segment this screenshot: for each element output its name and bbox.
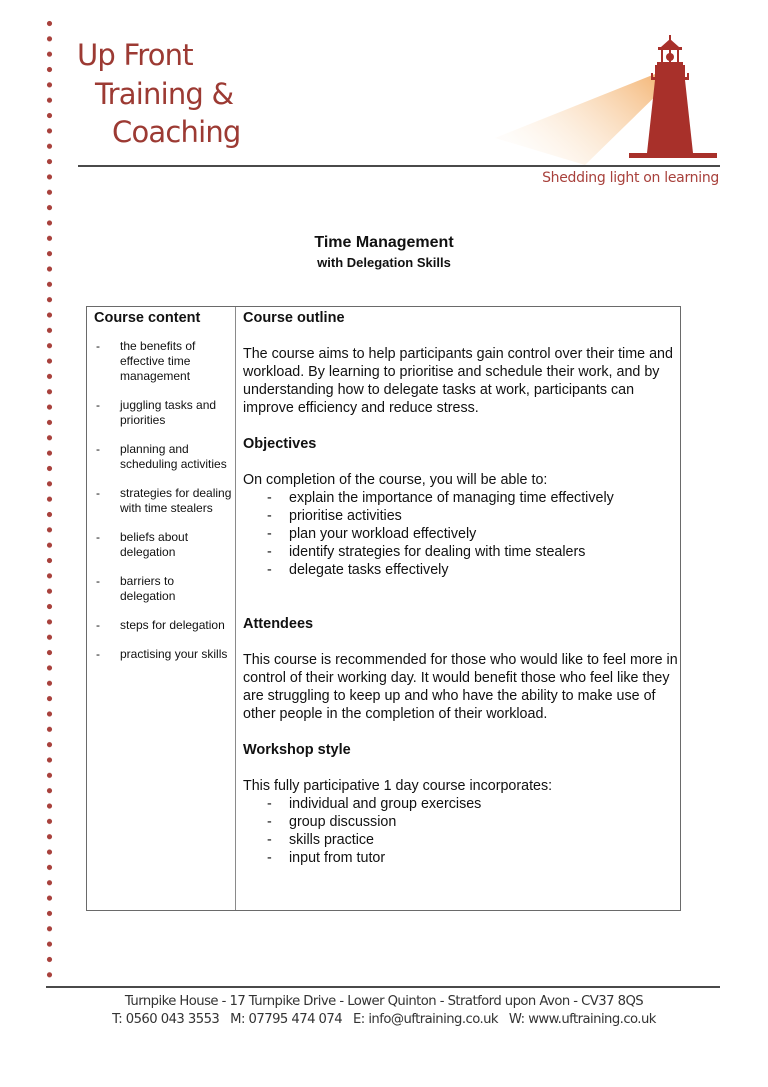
workshop-list bbox=[243, 795, 678, 867]
list-item: - input from tutor bbox=[267, 850, 386, 866]
list-item: - individual and group exercises bbox=[267, 796, 482, 812]
footer-divider bbox=[46, 986, 720, 988]
list-item: - steps for delegation bbox=[96, 618, 225, 632]
course-content-heading: Course content bbox=[94, 310, 201, 326]
list-item: - prioritise activities bbox=[267, 508, 402, 524]
tagline: Shedding light on learning bbox=[542, 170, 719, 186]
header-divider bbox=[78, 165, 720, 167]
course-content-column bbox=[94, 309, 232, 676]
objectives-list bbox=[243, 489, 678, 579]
list-item: - strategies for dealing with time stealers bbox=[96, 486, 232, 515]
list-item: - barriers to delegation bbox=[96, 574, 176, 603]
brand-name-line-1: Up Front bbox=[77, 38, 193, 72]
objectives-heading: Objectives bbox=[243, 436, 317, 452]
document-title: Time Management bbox=[314, 234, 454, 251]
lighthouse-icon bbox=[625, 35, 720, 160]
course-outline-body: The course aims to help participants gain control over their time and workload. By learning to prioritise and schedule their work, and by understanding how to delegate tasks at work, participants can improve efficiency and reduce stress. bbox=[243, 346, 673, 416]
list-item: - juggling tasks and priorities bbox=[96, 398, 217, 427]
list-item: - practising your skills bbox=[96, 647, 228, 661]
decorative-dotted-border bbox=[46, 20, 53, 982]
list-item: - delegate tasks effectively bbox=[267, 562, 449, 578]
column-divider bbox=[235, 307, 236, 910]
attendees-body: This course is recommended for those who would like to feel more in control of their working day. It would benefit those who feel like they are struggling to keep up and who have the ability to make use of other people in the completion of their workload. bbox=[243, 652, 678, 722]
course-outline-column bbox=[243, 309, 678, 867]
document-subtitle: with Delegation Skills bbox=[317, 255, 451, 270]
workshop-intro: This fully participative 1 day course incorporates: bbox=[243, 778, 553, 794]
brand-name-line-3: Coaching bbox=[112, 115, 241, 149]
list-item: - identify strategies for dealing with time stealers bbox=[267, 544, 586, 560]
list-item: - beliefs about delegation bbox=[96, 530, 189, 559]
list-item: - group discussion bbox=[267, 814, 397, 830]
list-item: - skills practice bbox=[267, 832, 375, 848]
objectives-intro: On completion of the course, you will be able to: bbox=[243, 472, 548, 488]
footer-contact: T: 0560 043 3553 M: 07795 474 074 E: info@uftraining.co.uk W: www.uftraining.co.uk bbox=[112, 1012, 656, 1027]
course-outline-heading: Course outline bbox=[243, 310, 345, 326]
list-item: - explain the importance of managing time effectively bbox=[267, 490, 614, 506]
course-table bbox=[86, 306, 681, 911]
list-item: - plan your workload effectively bbox=[267, 526, 477, 542]
course-content-list bbox=[94, 339, 232, 662]
workshop-heading: Workshop style bbox=[243, 742, 351, 758]
attendees-heading: Attendees bbox=[243, 616, 314, 632]
list-item: - planning and scheduling activities bbox=[96, 442, 227, 471]
brand-name-line-2: Training & bbox=[95, 77, 234, 111]
list-item: - the benefits of effective time management bbox=[96, 339, 196, 383]
footer-address: Turnpike House - 17 Turnpike Drive - Lower Quinton - Stratford upon Avon - CV37 8QS bbox=[124, 994, 644, 1009]
